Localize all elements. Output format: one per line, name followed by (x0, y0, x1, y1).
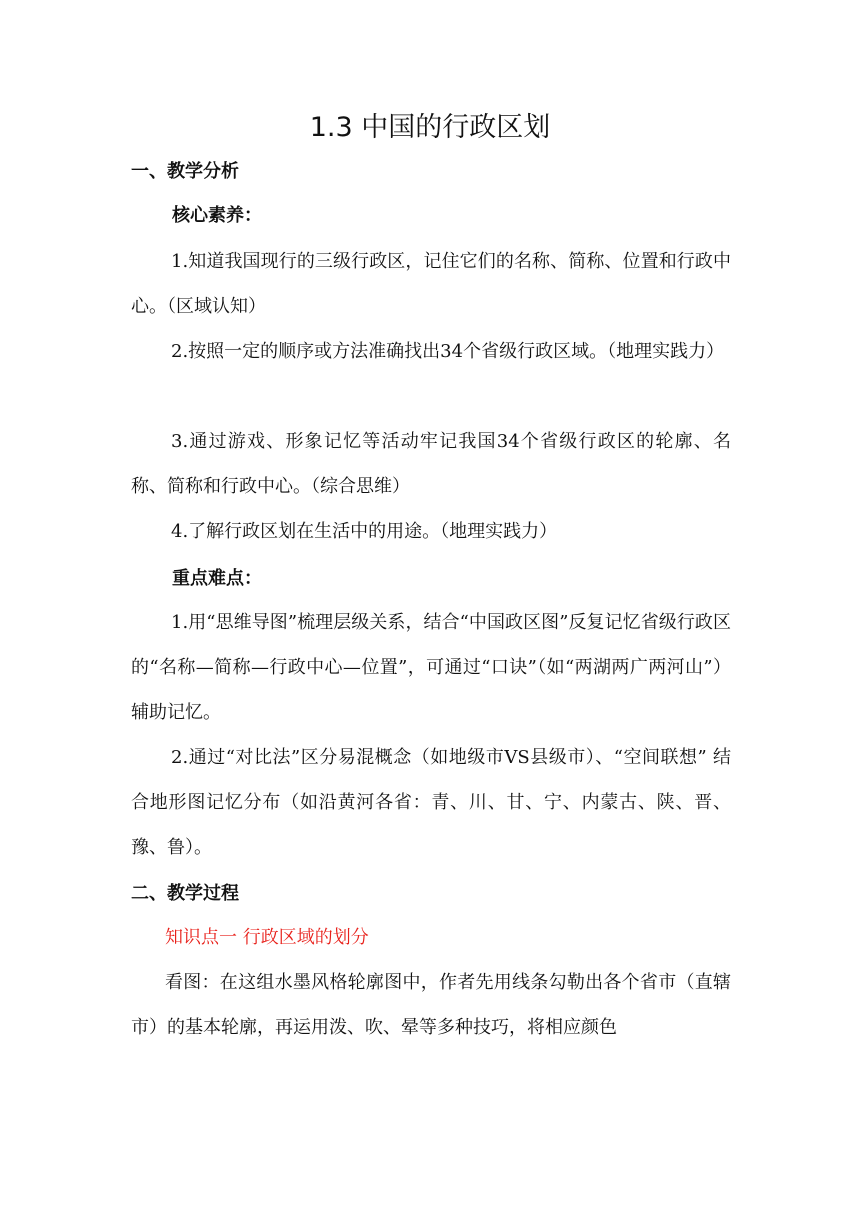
core-item-2: 2.按照一定的顺序或方法准确找出34个省级行政区域。（地理实践力） (171, 341, 725, 362)
key-item-2: 2.通过“对比法”区分易混概念（如地级市VS县级市）、“空间联想” 结合地形图记忆分布（如沿黄河各省：青、川、甘、宁、内蒙古、陕、晋、豫、鲁）。 (131, 747, 731, 858)
key-difficulties-label: 重点难点： (172, 568, 262, 589)
core-item-3: 3.通过游戏、形象记忆等活动牢记我国34个省级行政区的轮廓、名称、简称和行政中心。（综合思维） (131, 431, 731, 497)
knowledge-point-heading: 知识点一 行政区域的划分 (165, 927, 369, 948)
document-title: 1.3 中国的行政区划 (309, 112, 551, 143)
core-item-4: 4.了解行政区划在生活中的用途。（地理实践力） (171, 521, 558, 542)
section-heading-teaching-process: 二、教学过程 (131, 883, 239, 904)
body-paragraph: 看图：在这组水墨风格轮廓图中，作者先用线条勾勒出各个省市（直辖市）的基本轮廓，再运用泼、吹、晕等多种技巧，将相应颜色 (131, 972, 731, 1038)
section-heading-teaching-analysis: 一、教学分析 (131, 161, 239, 182)
core-literacy-label: 核心素养： (172, 205, 262, 226)
key-item-1: 1.用“思维导图”梳理层级关系，结合“中国政区图”反复记忆省级行政区的“名称—简称—行政中心—位置”，可通过“口诀”（如“两湖两广两河山”）辅助记忆。 (131, 612, 731, 723)
core-item-1: 1.知道我国现行的三级行政区，记住它们的名称、简称、位置和行政中心。（区域认知） (131, 251, 731, 317)
